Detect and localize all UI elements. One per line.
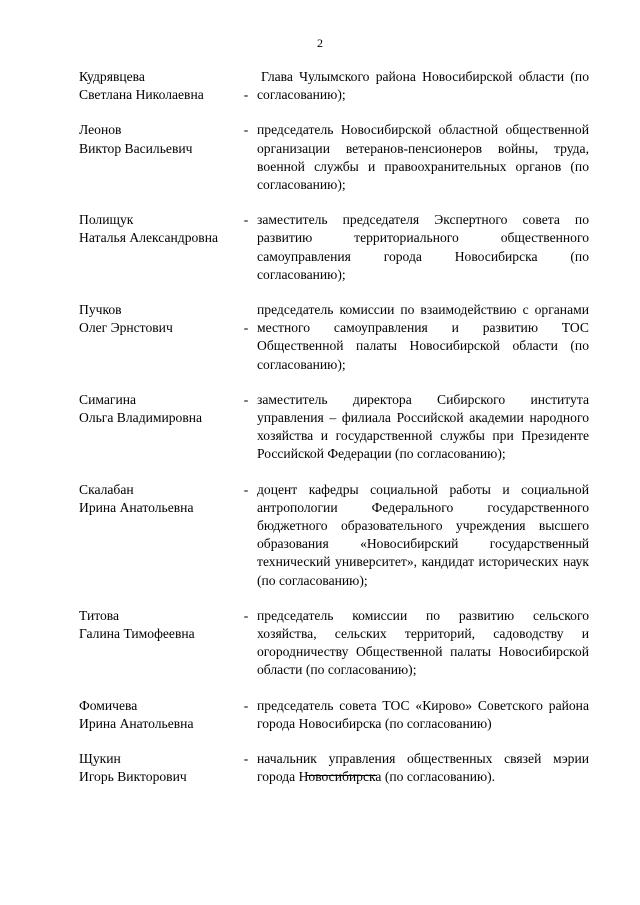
closing-rule [307,775,377,776]
dash-separator: - [243,751,249,767]
member-entry [79,68,589,104]
member-list [79,68,589,804]
dash-separator: - [243,607,249,623]
member-name-block [79,68,249,104]
member-surname: Кудрявцева [79,69,145,84]
member-role: заместитель директора Сибирского института управления – филиала Российской академии народного хозяйства и государственной службы при Президенте Российской Федерации (по согласованию); [257,391,589,462]
member-surname: Симагина [79,391,137,407]
dash-separator: - [243,212,249,228]
member-surname: Титова [79,607,120,623]
member-surname: Леонов [79,122,122,138]
dash-separator: - [243,697,249,713]
member-name-block [79,481,249,517]
dash-separator: - [243,481,249,497]
member-entry [79,121,589,194]
member-role: доцент кафедры социальной работы и социальной антропологии Федерального государственного бюджетного образовательного учреждения высшего образования «Новосибирский государственный технический университет», кандидат исторических наук (по согласованию); [257,481,589,588]
member-role: председатель совета ТОС «Кирово» Советского района города Новосибирска (по согласованию) [257,697,589,731]
member-surname: Полищук [79,212,134,228]
member-name-block [79,607,249,643]
member-name-block [79,211,249,247]
member-given-names: Виктор Васильевич [79,140,193,156]
member-surname: Пучков [79,302,122,318]
member-name-block [79,697,249,733]
member-role: начальник управления общественных связей мэрии города Новосибирска (по согласованию). [257,751,589,785]
member-given-names: Светлана Николаевна [79,87,204,103]
member-entry [79,481,589,590]
member-given-names: Игорь Викторович [79,769,187,785]
member-role: председатель комиссии по развитию сельского хозяйства, сельских территорий, садоводству и огородничеству Общественной палаты Новосибирской области (по согласованию); [257,607,589,678]
member-entry [79,697,589,733]
member-given-names: Наталья Александровна [79,230,219,246]
dash-separator: - [243,320,249,336]
member-entry [79,391,589,464]
dash-separator: - [243,391,249,407]
member-given-names: Галина Тимофеевна [79,626,195,642]
member-role: Глава Чулымского района Новосибирской области (по согласованию); [257,69,589,103]
member-given-names: Ольга Владимировна [79,410,203,426]
member-entry [79,211,589,284]
member-surname: Щукин [79,751,121,767]
member-name-block [79,750,249,786]
member-entry [79,607,589,680]
dash-separator: - [243,87,249,102]
member-entry [79,750,589,786]
member-given-names: Олег Эрнстович [79,320,173,336]
dash-separator: - [243,122,249,138]
member-role: председатель комиссии по взаимодействию с органами местного самоуправления и развитию ТОС Общественной палаты Новосибирской области (по согласованию); [257,302,589,372]
member-name-block [79,391,249,427]
page-number: 2 [317,36,323,50]
member-role: председатель Новосибирской областной общественной организации ветеранов-пенсионеров войны, труда, военной службы и правоохранительных органов (по согласованию); [257,122,589,193]
member-surname: Скалабан [79,481,134,497]
member-surname: Фомичева [79,697,138,713]
member-name-block [79,121,249,157]
member-entry [79,301,589,374]
member-given-names: Ирина Анатольевна [79,715,194,731]
member-given-names: Ирина Анатольевна [79,499,194,515]
member-name-block [79,301,249,337]
member-role: заместитель председателя Экспертного совета по развитию территориального общественного самоуправления города Новосибирска (по согласованию); [257,212,589,282]
